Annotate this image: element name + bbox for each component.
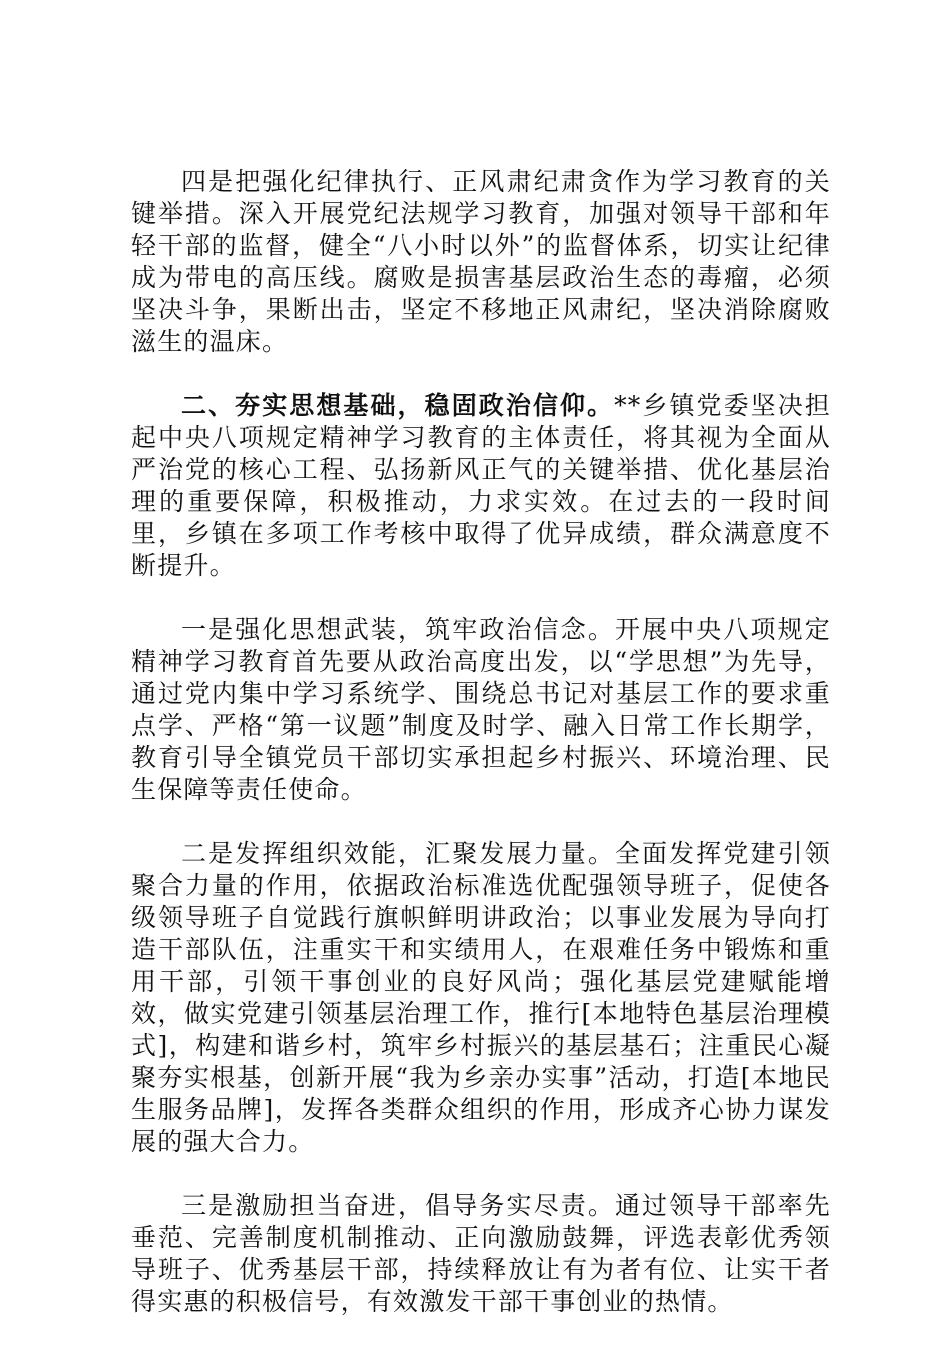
- paragraph-text: 四是把强化纪律执行、正风肃纪肃贪作为学习教育的关键举措。深入开展党纪法规学习教育，加强对领导干部和年轻干部的监督，健全“八小时以外”的监督体系，切实让纪律成为带电的高压线。腐败是损害基层政治生态的毒瘤，必须坚决斗争，果断出击，坚定不移地正风肃纪，坚决消除腐败滋生的温床。: [131, 167, 831, 356]
- document-body: [131, 166, 831, 1350]
- paragraph-text: **乡镇党委坚决担起中央八项规定精神学习教育的主体责任，将其视为全面从严治党的核心工程、弘扬新风正气的关键举措、优化基层治理的重要保障，积极推动，力求实效。在过去的一段时间里，乡镇在多项工作考核中取得了优异成绩，群众满意度不断提升。: [131, 391, 831, 580]
- section-heading-paragraph: [131, 390, 831, 582]
- paragraph-incentive: [131, 1190, 831, 1318]
- paragraph-ideology: [131, 614, 831, 806]
- section-heading: 二、夯实思想基础，稳固政治信仰。: [181, 391, 615, 420]
- paragraph-discipline: [131, 166, 831, 358]
- paragraph-text: 一是强化思想武装，筑牢政治信念。开展中央八项规定精神学习教育首先要从政治高度出发，以“学思想”为先导，通过党内集中学习系统学、围绕总书记对基层工作的要求重点学、严格“第一议题”制度及时学、融入日常工作长期学，教育引导全镇党员干部切实承担起乡村振兴、环境治理、民生保障等责任使命。: [131, 615, 831, 804]
- paragraph-text: 二是发挥组织效能，汇聚发展力量。全面发挥党建引领聚合力量的作用，依据政治标准选优配强领导班子，促使各级领导班子自觉践行旗帜鲜明讲政治；以事业发展为导向打造干部队伍，注重实干和实绩用人，在艰难任务中锻炼和重用干部，引领干事创业的良好风尚；强化基层党建赋能增效，做实党建引领基层治理工作，推行[本地特色基层治理模式]，构建和谐乡村，筑牢乡村振兴的基层基石；注重民心凝聚夯实根基，创新开展“我为乡亲办实事”活动，打造[本地民生服务品牌]，发挥各类群众组织的作用，形成齐心协力谋发展的强大合力。: [131, 839, 831, 1156]
- paragraph-text: 三是激励担当奋进，倡导务实尽责。通过领导干部率先垂范、完善制度机制推动、正向激励鼓舞，评选表彰优秀领导班子、优秀基层干部，持续释放让有为者有位、让实干者得实惠的积极信号，有效激发干部干事创业的热情。: [131, 1191, 831, 1316]
- paragraph-organization: [131, 838, 831, 1158]
